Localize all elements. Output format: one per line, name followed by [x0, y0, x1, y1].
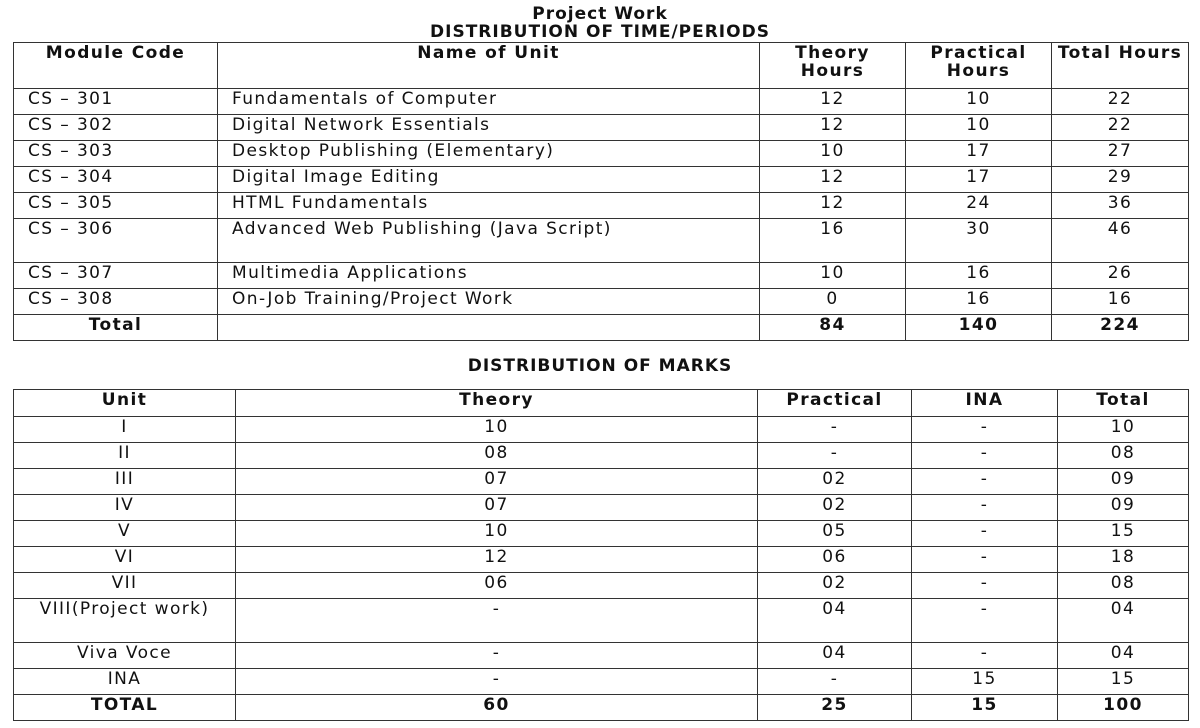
total-marks-cell: 09 — [1058, 469, 1189, 495]
ina-marks-cell: 15 — [912, 669, 1058, 695]
module-code-cell: CS – 302 — [14, 115, 218, 141]
total-marks-cell: 15 — [1058, 521, 1189, 547]
theory-hours-cell: 16 — [760, 219, 906, 263]
practical-hours-cell: 17 — [906, 167, 1052, 193]
practical-marks-cell: 02 — [758, 469, 912, 495]
practical-marks-cell: 05 — [758, 521, 912, 547]
table-row — [14, 469, 1189, 495]
column-header: Practical Hours — [906, 43, 1052, 89]
total-label: Total — [14, 315, 218, 341]
document-title: Project Work — [532, 4, 668, 24]
table-header-row — [14, 43, 1189, 89]
theory-marks-cell: 06 — [236, 573, 758, 599]
practical-hours-cell: 10 — [906, 89, 1052, 115]
unit-cell: VIII(Project work) — [14, 599, 236, 643]
total-hours-cell: 29 — [1052, 167, 1189, 193]
theory-marks-cell: 08 — [236, 443, 758, 469]
total-hours-cell: 22 — [1052, 115, 1189, 141]
theory-hours-cell: 12 — [760, 89, 906, 115]
total-hours-total: 224 — [1052, 315, 1189, 341]
unit-cell: II — [14, 443, 236, 469]
column-header: Module Code — [14, 43, 218, 89]
theory-hours-cell: 10 — [760, 141, 906, 167]
ina-marks-cell: - — [912, 573, 1058, 599]
grand-total-marks: 100 — [1058, 695, 1189, 721]
theory-hours-cell: 12 — [760, 115, 906, 141]
ina-marks-cell: - — [912, 443, 1058, 469]
total-marks-cell: 08 — [1058, 573, 1189, 599]
table-row — [14, 89, 1189, 115]
table-row — [14, 547, 1189, 573]
total-marks-cell: 15 — [1058, 669, 1189, 695]
unit-name-cell: On-Job Training/Project Work — [218, 289, 760, 315]
table-row — [14, 417, 1189, 443]
table-row — [14, 263, 1189, 289]
practical-hours-cell: 17 — [906, 141, 1052, 167]
practical-hours-cell: 16 — [906, 263, 1052, 289]
unit-name-cell: Multimedia Applications — [218, 263, 760, 289]
marks-distribution-table — [13, 389, 1189, 721]
theory-marks-cell: 07 — [236, 495, 758, 521]
unit-cell: IV — [14, 495, 236, 521]
column-header: Practical — [758, 390, 912, 417]
practical-hours-cell: 24 — [906, 193, 1052, 219]
unit-cell: VII — [14, 573, 236, 599]
theory-marks-cell: 12 — [236, 547, 758, 573]
total-hours-cell: 36 — [1052, 193, 1189, 219]
total-hours-cell: 26 — [1052, 263, 1189, 289]
ina-marks-cell: - — [912, 547, 1058, 573]
total-marks-cell: 09 — [1058, 495, 1189, 521]
table-row — [14, 115, 1189, 141]
theory-marks-cell: - — [236, 643, 758, 669]
unit-name-cell: Fundamentals of Computer — [218, 89, 760, 115]
table-row — [14, 193, 1189, 219]
ina-marks-cell: - — [912, 521, 1058, 547]
unit-name-cell: Digital Image Editing — [218, 167, 760, 193]
theory-marks-total: 60 — [236, 695, 758, 721]
table-row — [14, 643, 1189, 669]
theory-hours-cell: 12 — [760, 167, 906, 193]
table-row — [14, 167, 1189, 193]
ina-marks-cell: - — [912, 495, 1058, 521]
theory-marks-cell: - — [236, 669, 758, 695]
practical-hours-cell: 16 — [906, 289, 1052, 315]
total-marks-cell: 18 — [1058, 547, 1189, 573]
table-row — [14, 521, 1189, 547]
module-code-cell: CS – 304 — [14, 167, 218, 193]
theory-hours-total: 84 — [760, 315, 906, 341]
column-header: Total Hours — [1052, 43, 1189, 89]
column-header: Unit — [14, 390, 236, 417]
ina-marks-total: 15 — [912, 695, 1058, 721]
theory-marks-cell: 07 — [236, 469, 758, 495]
total-row — [14, 695, 1189, 721]
module-code-cell: CS – 306 — [14, 219, 218, 263]
theory-marks-cell: 10 — [236, 521, 758, 547]
practical-hours-cell: 10 — [906, 115, 1052, 141]
marks-distribution-heading: DISTRIBUTION OF MARKS — [467, 356, 733, 376]
total-marks-cell: 08 — [1058, 443, 1189, 469]
practical-marks-cell: - — [758, 443, 912, 469]
practical-marks-total: 25 — [758, 695, 912, 721]
module-code-cell: CS – 305 — [14, 193, 218, 219]
practical-marks-cell: 04 — [758, 643, 912, 669]
ina-marks-cell: - — [912, 599, 1058, 643]
practical-hours-total: 140 — [906, 315, 1052, 341]
table-row — [14, 289, 1189, 315]
practical-marks-cell: - — [758, 417, 912, 443]
total-row — [14, 315, 1189, 341]
total-hours-cell: 27 — [1052, 141, 1189, 167]
practical-marks-cell: 06 — [758, 547, 912, 573]
theory-marks-cell: - — [236, 599, 758, 643]
practical-hours-cell: 30 — [906, 219, 1052, 263]
module-code-cell: CS – 307 — [14, 263, 218, 289]
column-header: INA — [912, 390, 1058, 417]
unit-cell: V — [14, 521, 236, 547]
theory-marks-cell: 10 — [236, 417, 758, 443]
table-header-row — [14, 390, 1189, 417]
table-row — [14, 599, 1189, 643]
unit-cell: III — [14, 469, 236, 495]
ina-marks-cell: - — [912, 469, 1058, 495]
unit-name-cell: HTML Fundamentals — [218, 193, 760, 219]
total-marks-cell: 04 — [1058, 643, 1189, 669]
theory-hours-cell: 0 — [760, 289, 906, 315]
ina-marks-cell: - — [912, 643, 1058, 669]
total-label: TOTAL — [14, 695, 236, 721]
unit-name-cell: Desktop Publishing (Elementary) — [218, 141, 760, 167]
unit-cell: INA — [14, 669, 236, 695]
practical-marks-cell: 02 — [758, 573, 912, 599]
table-row — [14, 669, 1189, 695]
practical-marks-cell: - — [758, 669, 912, 695]
table-row — [14, 443, 1189, 469]
time-distribution-table — [13, 42, 1189, 341]
unit-cell: Viva Voce — [14, 643, 236, 669]
table-row — [14, 141, 1189, 167]
table-row — [14, 219, 1189, 263]
total-hours-cell: 22 — [1052, 89, 1189, 115]
time-distribution-heading: DISTRIBUTION OF TIME/PERIODS — [430, 22, 770, 42]
total-hours-cell: 46 — [1052, 219, 1189, 263]
theory-hours-cell: 12 — [760, 193, 906, 219]
table-row — [14, 495, 1189, 521]
module-code-cell: CS – 308 — [14, 289, 218, 315]
theory-hours-cell: 10 — [760, 263, 906, 289]
module-code-cell: CS – 301 — [14, 89, 218, 115]
unit-name-cell: Digital Network Essentials — [218, 115, 760, 141]
column-header: Theory — [236, 390, 758, 417]
unit-cell: VI — [14, 547, 236, 573]
total-marks-cell: 04 — [1058, 599, 1189, 643]
column-header: Name of Unit — [218, 43, 760, 89]
table-row — [14, 573, 1189, 599]
total-blank-cell — [218, 315, 760, 341]
total-hours-cell: 16 — [1052, 289, 1189, 315]
practical-marks-cell: 02 — [758, 495, 912, 521]
column-header: Theory Hours — [760, 43, 906, 89]
unit-cell: I — [14, 417, 236, 443]
column-header: Total — [1058, 390, 1189, 417]
unit-name-cell: Advanced Web Publishing (Java Script) — [218, 219, 760, 263]
module-code-cell: CS – 303 — [14, 141, 218, 167]
ina-marks-cell: - — [912, 417, 1058, 443]
practical-marks-cell: 04 — [758, 599, 912, 643]
total-marks-cell: 10 — [1058, 417, 1189, 443]
